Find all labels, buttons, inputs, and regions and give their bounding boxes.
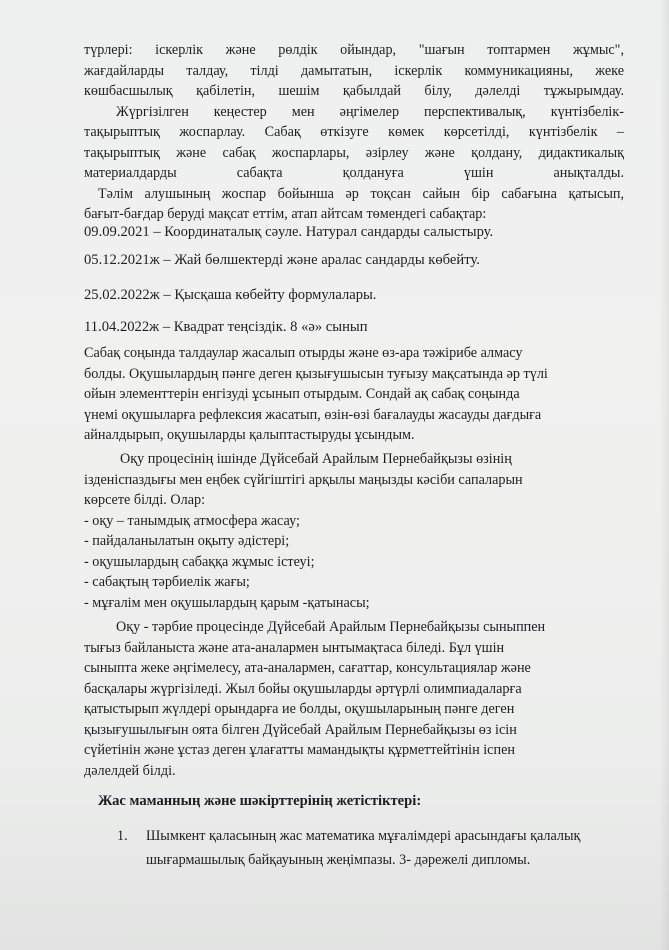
lesson-date-line: 11.04.2022ж – Квадрат теңсіздік. 8 «ә» сынып <box>84 319 368 335</box>
text-line: материалдарды сабақта қолдануға үшін анықталды. <box>84 165 624 181</box>
text-line: Оқу процесінің ішінде Дүйсебай Арайлым Пернебайқызы өзінің <box>120 451 512 467</box>
text-line: Оқу - тәрбие процесінде Дүйсебай Арайлым Пернебайқызы сыныппен <box>116 619 546 635</box>
text-line: тақырыптық жоспарлау. Сабақ өткізуге көмек көрсетілді, күнтізбелік – <box>84 124 624 140</box>
text-line: бағыт-бағдар беруді мақсат еттім, атап айтсам төмендегі сабақтар: <box>84 206 487 222</box>
text-line: болды. Оқушылардың пәнге деген қызығушысын туғызу мақсатында әр түлі <box>84 365 548 382</box>
text-line: сүйетінін және ұстаз деген ұлағатты мамандықты құрметтейтінін іспен <box>84 742 515 758</box>
quality-item: - мұғалім мен оқушылардың қарым -қатынасы; <box>84 594 370 611</box>
text-line: қатыстырып жүлдері орындарға ие болды, оқушыларының пәнге деген <box>84 701 515 717</box>
text-line: ізденіспаздығы мен еңбек сүйгіштігі арқылы маңызды кәсіби сапаларын <box>84 471 523 488</box>
page-edge-shadow <box>659 0 669 950</box>
achievements-heading: Жас маманның және шәкірттерінің жетістіктері: <box>98 793 422 809</box>
quality-item: - сабақтың тәрбиелік жағы; <box>84 574 250 590</box>
text-line: жағдайларды талдау, тілді дамытатын, іскерлік коммуникацияны, жеке <box>84 62 624 79</box>
text-line: сыныпта жеке әңгімелесу, ата-аналармен, сағаттар, консультациялар және <box>84 660 531 676</box>
lesson-date-line: 25.02.2022ж – Қысқаша көбейту формулалары. <box>84 287 377 303</box>
text-line: түрлері: іскерлік және рөлдік ойындар, "шағын топтармен жұмыс", <box>84 42 624 58</box>
analysis-paragraph <box>84 343 632 446</box>
text-line: Сабақ соңында талдаулар жасалып отырды және өз-ара тәжірибе алмасу <box>84 345 523 361</box>
achievement-text <box>146 826 646 870</box>
text-line: шығармашылық байқауының жеңімпазы. 3- дәрежелі дипломы. <box>146 851 531 868</box>
lesson-date-line: 09.09.2021 – Координаталық сәуле. Натурал сандарды салыстыру. <box>84 224 494 240</box>
text-line: Жүргізілген кеңестер мен әңгімелер перспективалық, күнтізбелік- <box>116 103 624 120</box>
quality-item: - оқушылардың сабаққа жұмыс істеуі; <box>84 553 315 570</box>
lesson-date-line: 05.12.2021ж – Жай бөлшектерді және аралас сандарды көбейту. <box>84 252 480 268</box>
text-line: көрсете білді. Олар: <box>84 492 206 508</box>
text-line: қызығушылығын оята білген Дүйсебай Арайлым Пернебайқызы өз ісін <box>84 721 517 738</box>
text-line: Тәлім алушының жоспар бойынша әр тоқсан сайын бір сабағына қатысып, <box>98 185 624 202</box>
intro-paragraph <box>84 40 624 225</box>
text-line: айналдырып, оқушыларды қалыптастыруды ұсындым. <box>84 427 415 443</box>
text-line: Шымкент қаласының жас математика мұғалімдері арасындағы қалалық <box>146 828 581 844</box>
text-line: дәлелдей білді. <box>84 762 176 779</box>
text-line: көшбасшылық қабілетін, шешім қабылдай білу, дәлелді тұжырымдау. <box>84 83 624 99</box>
text-line: тығыз байланыста және ата-аналармен ынтымақтаса біледі. Бұл үшін <box>84 639 505 656</box>
upbringing-paragraph <box>84 617 632 781</box>
text-line: басқалары жүргізіледі. Жыл бойы оқушыларды әртүрлі олимпиадаларға <box>84 680 522 697</box>
text-line: үнемі оқушыларға рефлексия жасатып, өзін-өзі бағалауды жасауды дағдыға <box>84 406 542 423</box>
text-line: ойын элементтерін енгізуді ұсынып отырдым. Сондай ақ сабақ соңында <box>84 386 520 402</box>
quality-item: - пайдаланылатын оқыту әдістері; <box>84 533 290 549</box>
qualities-paragraph <box>84 449 632 613</box>
list-number: 1. <box>117 828 128 844</box>
text-line: тақырыптық және сабақ жоспарлары, әзірлеу және қолдану, дидактикалық <box>84 144 624 161</box>
quality-item: - оқу – танымдық атмосфера жасау; <box>84 512 300 529</box>
